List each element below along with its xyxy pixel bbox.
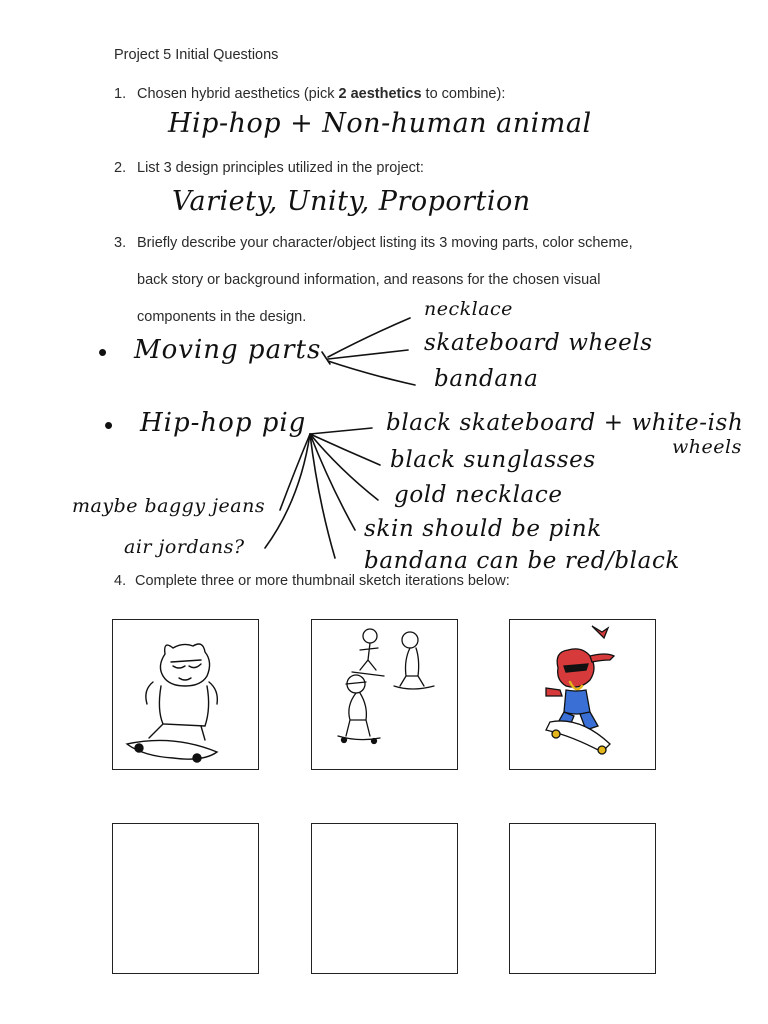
answer-2-handwritten: Variety, Unity, Proportion <box>172 186 531 217</box>
answer-1-handwritten: Hip-hop + Non-human animal <box>168 108 592 139</box>
pig-detail-sunglasses: black sunglasses <box>390 447 596 473</box>
question-3-line-1: Briefly describe your character/object listing its 3 moving parts, color scheme, <box>137 235 633 251</box>
page-title: Project 5 Initial Questions <box>114 47 279 63</box>
bullet-2-symbol: • <box>104 410 114 440</box>
sketch-pig-skateboard-lineart <box>113 620 257 768</box>
question-1-text-after: to combine): <box>421 86 506 102</box>
thumbnail-sketch-6 <box>509 823 656 974</box>
thumbnail-sketch-4 <box>112 823 259 974</box>
question-4-number: 4. <box>114 573 127 589</box>
sketch-colored-pig-skater <box>510 620 654 768</box>
pig-detail-skateboard: black skateboard + white-ish <box>386 410 744 436</box>
question-2-number: 2. <box>114 160 127 176</box>
question-3-line-3: components in the design. <box>137 309 307 325</box>
bullet-1-label: Moving parts <box>134 335 322 365</box>
moving-part-1: necklace <box>424 298 513 320</box>
question-2-text: List 3 design principles utilized in the project: <box>137 160 424 176</box>
question-4-text: Complete three or more thumbnail sketch iterations below: <box>135 573 510 589</box>
question-1-number: 1. <box>114 86 127 102</box>
pig-detail-jeans: maybe baggy jeans <box>72 495 266 517</box>
pig-detail-necklace: gold necklace <box>394 482 563 508</box>
pig-detail-skin: skin should be pink <box>364 516 602 542</box>
pig-detail-jordans: air jordans? <box>124 536 245 558</box>
moving-part-3: bandana <box>434 366 539 392</box>
bullet-1-symbol: • <box>98 337 108 367</box>
question-3-line-2: back story or background information, and reasons for the chosen visual <box>137 272 601 288</box>
pig-detail-wheels: wheels <box>672 436 742 458</box>
thumbnail-sketch-2 <box>311 619 458 770</box>
thumbnail-sketch-1 <box>112 619 259 770</box>
question-3-number: 3. <box>114 235 127 251</box>
sketch-multiple-skaters-lineart <box>312 620 456 768</box>
thumbnail-sketch-5 <box>311 823 458 974</box>
question-1-text-before: Chosen hybrid aesthetics (pick <box>137 86 339 102</box>
pig-detail-bandana: bandana can be red/black <box>364 548 680 574</box>
moving-part-2: skateboard wheels <box>424 330 653 356</box>
bullet-2-label: Hip-hop pig <box>140 408 307 438</box>
thumbnail-sketch-3 <box>509 619 656 770</box>
question-1-text-bold: 2 aesthetics <box>338 86 422 102</box>
